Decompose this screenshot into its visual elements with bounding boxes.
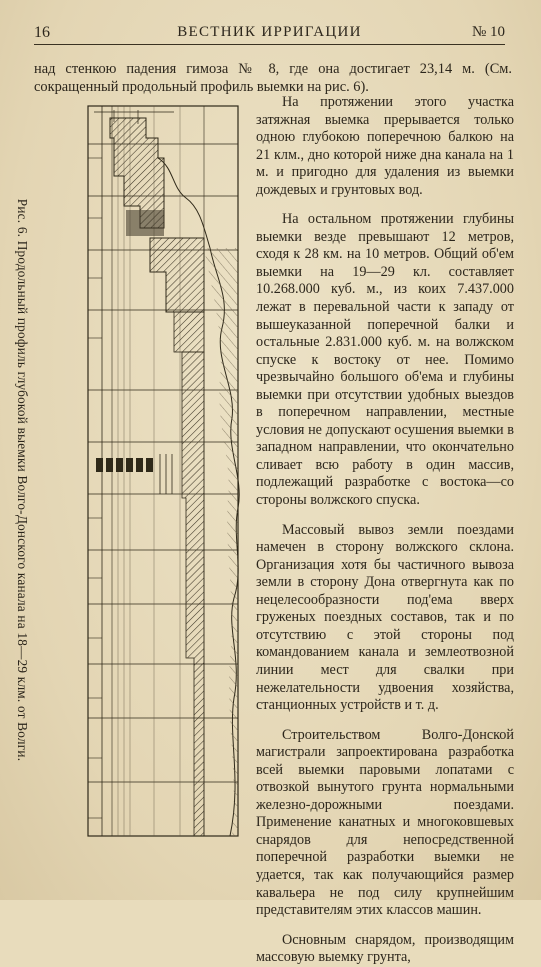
profile-drawing <box>54 98 254 858</box>
intro-paragraph: над стенкою падения гимоза № 8, где она достигает 23,14 м. (См. сокращенный продольный профиль выемки на рис. 6). <box>34 61 512 95</box>
page-number: 16 <box>34 24 50 41</box>
paragraph-2: На остальном протяжении глубины выемки везде превышают 12 метров, сходя к 28 км. на 10 метров. Общий об'ем выемки на 19—29 кл. составляет 10.268.000 куб. м., из коих 7.437.000 лежат в перевальной части к западу от вышеуказанной поперечной балки и остальные 2.831.000 куб. м. на волжском спуске к востоку от нее. Помимо чрезвычайно большого об'ема и глубины выемки при отсутствии удобных выездов в поперечном направлении, местные условия не допускают осушения выемки в западном направлении, что окончательно сливает всю работу в один массив, подлежащий разработке с востока—со стороны волжского спуска. <box>256 211 514 509</box>
header-rule <box>34 44 505 45</box>
paragraph-3: Массовый вывоз земли поездами намечен в сторону волжского склона. Организация хотя бы частичного вывоза земли в сторону Дона отвергнута как по нецелесообразности под'ема вверх груженых поездных составов, так и по отсутствию с этой стороны под командованием канала и землеотвозной линии мест для свалки при нежелательности удвоения хозяйства, станционных устройств и т. д. <box>256 521 514 714</box>
issue-number: № 10 <box>471 24 505 40</box>
journal-title: ВЕСТНИК ИРРИГАЦИИ <box>177 24 362 40</box>
paragraph-1: На протяжении этого участка затяжная выемка прерывается только одною глубокою поперечною балкою на 21 клм., дно которой ниже дна канала на 1 м. и пригодно для удаления из выемки дождевых и грунтовых вод. <box>256 94 514 198</box>
body-column <box>256 94 514 967</box>
running-header <box>34 22 505 44</box>
profile-figure <box>54 98 254 858</box>
figure-caption: Рис. 6. Продольный профиль глубокой выемки Волго-Донского канала на 18—29 клм. от Волги. <box>15 198 30 762</box>
paragraph-5: Основным снарядом, производящим массовую выемку грунта, <box>256 931 514 966</box>
paragraph-4: Строительством Волго-Донской магистрали запроектирована разработка всей выемки паровыми лопатами с отвозкой вынутого грунта нормальными железно-дорожными поездами. Применение канатных и многоковшевых снарядов для непосредственной поперечной разработки выемки не удается, так как получающийся размер кавальера не под силу крупнейшим представителям этих классов машин. <box>256 726 514 919</box>
